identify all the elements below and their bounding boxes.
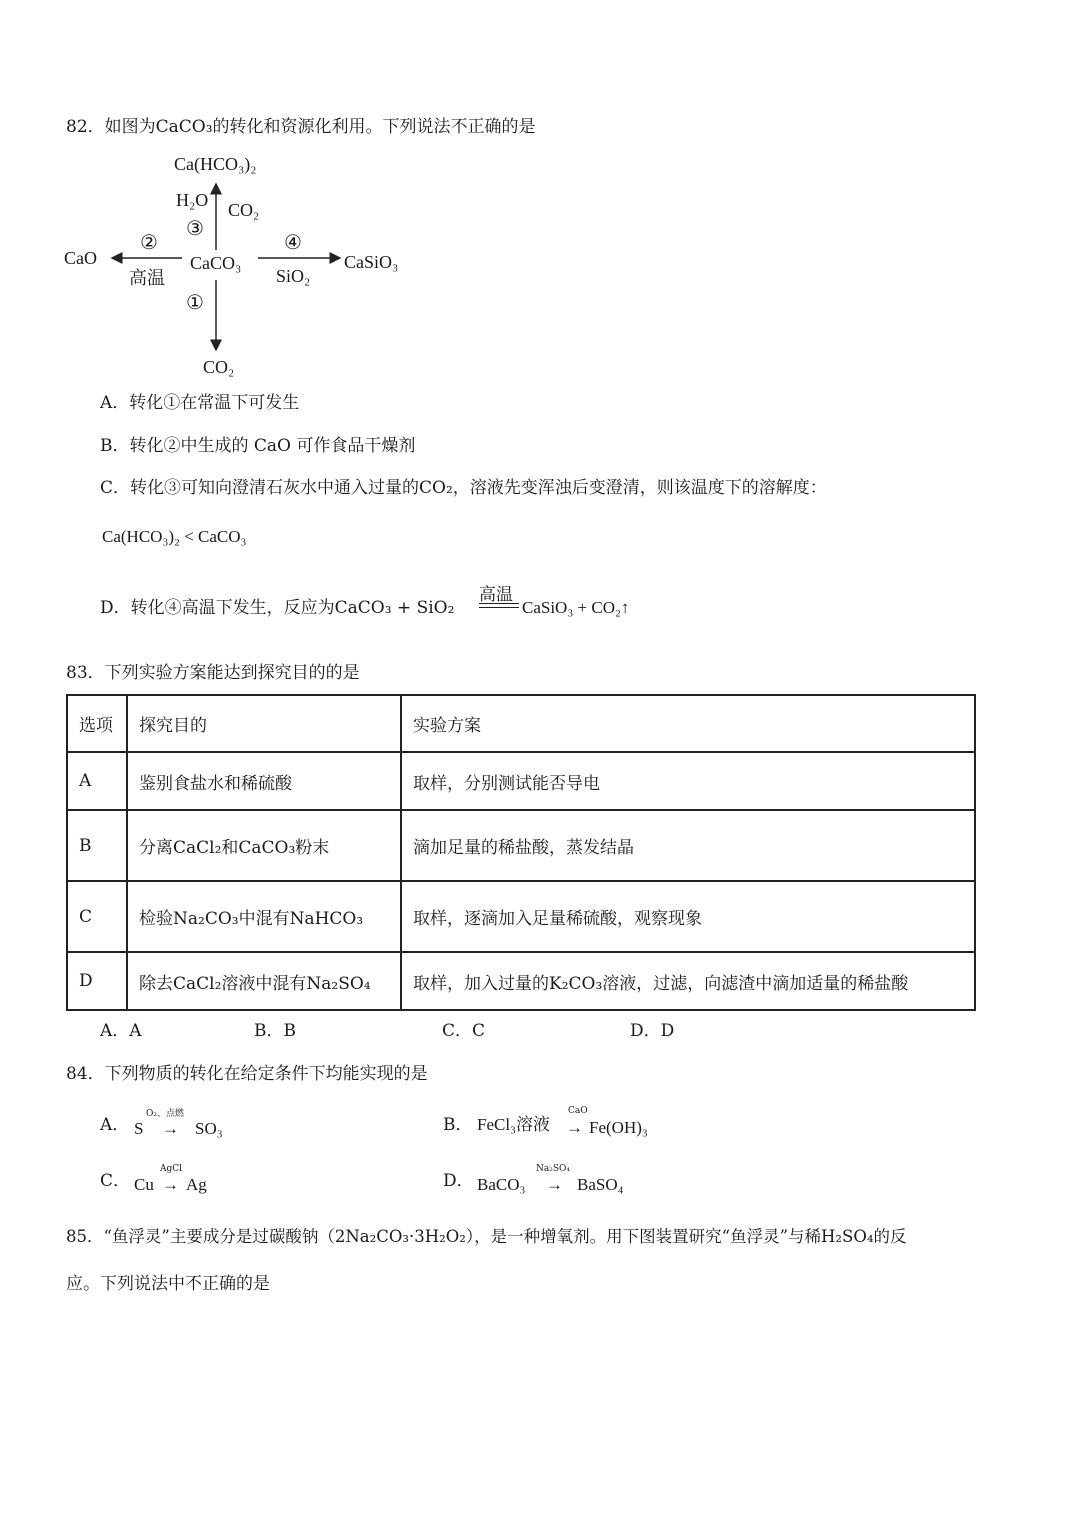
row-d-plan: 取样，加入过量的K₂CO₃溶液，过滤，向滤渣中滴加适量的稀盐酸 xyxy=(401,952,975,1010)
diagram-bottom-compound: CO₂ xyxy=(203,357,235,377)
diagram-step-1: ① xyxy=(186,290,204,314)
q84-b-arrow: → xyxy=(566,1118,583,1137)
q84-c-arrow: → xyxy=(162,1175,179,1194)
q84-d-from: BaCO₃ xyxy=(477,1175,526,1194)
q84-a-from: S xyxy=(134,1119,144,1138)
row-d-option: D xyxy=(67,952,127,1010)
q84-c-to: Ag xyxy=(186,1175,207,1194)
q82-option-d-post: CaSiO₃ + CO₂↑ xyxy=(522,598,630,617)
diagram-step-3: ③ xyxy=(186,216,204,240)
table-row xyxy=(67,810,975,881)
q84-b-label: B． xyxy=(443,1115,473,1135)
q83-table xyxy=(66,694,976,1011)
q83-choice-d: D．D xyxy=(630,1021,675,1041)
q84-stem: 84．下列物质的转化在给定条件下均能实现的是 xyxy=(66,1064,428,1084)
q84-a-to: SO₃ xyxy=(195,1119,223,1138)
diagram-right-condition: SiO₂ xyxy=(276,266,311,286)
row-c-plan: 取样，逐滴加入足量稀硫酸，观察现象 xyxy=(401,881,975,952)
row-b-plan: 滴加足量的稀盐酸，蒸发结晶 xyxy=(401,810,975,881)
header-purpose: 探究目的 xyxy=(127,695,401,752)
equals-line-2 xyxy=(479,607,519,608)
q83-stem: 83．下列实验方案能达到探究目的的是 xyxy=(66,663,360,683)
diagram-center-compound: CaCO₃ xyxy=(190,253,242,273)
q82-option-a: A．转化①在常温下可发生 xyxy=(100,393,300,413)
q82-option-d-condition: 高温 xyxy=(479,585,513,605)
q84-c-condition: AgCl xyxy=(160,1164,183,1174)
q83-choice-b: B．B xyxy=(254,1021,296,1041)
q85-stem-line2: 应。下列说法中不正确的是 xyxy=(66,1274,270,1294)
table-header-row xyxy=(67,695,975,752)
diagram-left-compound: CaO xyxy=(64,248,97,268)
table-row xyxy=(67,752,975,810)
q84-a-condition: O₂、点燃 xyxy=(146,1109,184,1119)
q82-option-b: B．转化②中生成的 CaO 可作食品干燥剂 xyxy=(100,436,416,456)
q84-d-to: BaSO₄ xyxy=(577,1175,624,1194)
header-plan: 实验方案 xyxy=(401,695,975,752)
q84-d-condition: Na₂SO₄ xyxy=(536,1164,571,1174)
diagram-left-condition: 高温 xyxy=(129,268,165,289)
row-b-option: B xyxy=(67,810,127,881)
row-a-purpose: 鉴别食盐水和稀硫酸 xyxy=(127,752,401,810)
diagram-right-compound: CaSiO₃ xyxy=(344,252,399,272)
row-c-purpose: 检验Na₂CO₃中混有NaHCO₃ xyxy=(127,881,401,952)
q84-b-to: Fe(OH)₃ xyxy=(589,1118,648,1137)
q82-stem: 82．如图为CaCO₃的转化和资源化利用。下列说法不正确的是 xyxy=(66,117,536,137)
q84-c-from: Cu xyxy=(134,1175,154,1194)
row-a-plan: 取样，分别测试能否导电 xyxy=(401,752,975,810)
table-row xyxy=(67,881,975,952)
q85-stem-line1: 85．“鱼浮灵”主要成分是过碳酸钠（2Na₂CO₃·3H₂O₂），是一种增氧剂。用下图装置研究“鱼浮灵”与稀H₂SO₄的反 xyxy=(66,1227,907,1246)
diagram-co2-up-label: CO₂ xyxy=(228,200,260,220)
equals-line-1 xyxy=(479,603,519,604)
diagram-arrows xyxy=(0,0,420,400)
q84-d-arrow: → xyxy=(546,1175,563,1194)
diagram-step-4: ④ xyxy=(284,230,302,254)
q84-b-from: FeCl₃溶液 xyxy=(477,1115,550,1134)
q82-option-c-line1: C．转化③可知向澄清石灰水中通入过量的CO₂，溶液先变浑浊后变澄清，则该温度下的溶解度： xyxy=(100,478,827,498)
row-b-purpose: 分离CaCl₂和CaCO₃粉末 xyxy=(127,810,401,881)
diagram-water-label: H₂O xyxy=(176,190,209,210)
row-c-option: C xyxy=(67,881,127,952)
q84-a-label: A． xyxy=(100,1115,130,1135)
q83-choice-c: C．C xyxy=(442,1021,486,1041)
row-d-purpose: 除去CaCl₂溶液中混有Na₂SO₄ xyxy=(127,952,401,1010)
q82-option-d-pre: D．转化④高温下发生，反应为CaCO₃ + SiO₂ xyxy=(100,598,455,618)
q82-option-c-line2: Ca(HCO₃)₂ < CaCO₃ xyxy=(102,527,247,546)
row-a-option: A xyxy=(67,752,127,810)
q84-c-label: C． xyxy=(100,1171,131,1191)
header-option: 选项 xyxy=(67,695,127,752)
diagram-top-compound: Ca(HCO₃)₂ xyxy=(174,154,257,174)
q84-d-label: D． xyxy=(443,1171,474,1191)
q83-choice-a: A．A xyxy=(100,1021,142,1041)
q84-b-condition: CaO xyxy=(568,1106,588,1116)
q84-a-arrow: → xyxy=(162,1119,179,1138)
diagram-step-2: ② xyxy=(140,230,158,254)
table-row xyxy=(67,952,975,1010)
